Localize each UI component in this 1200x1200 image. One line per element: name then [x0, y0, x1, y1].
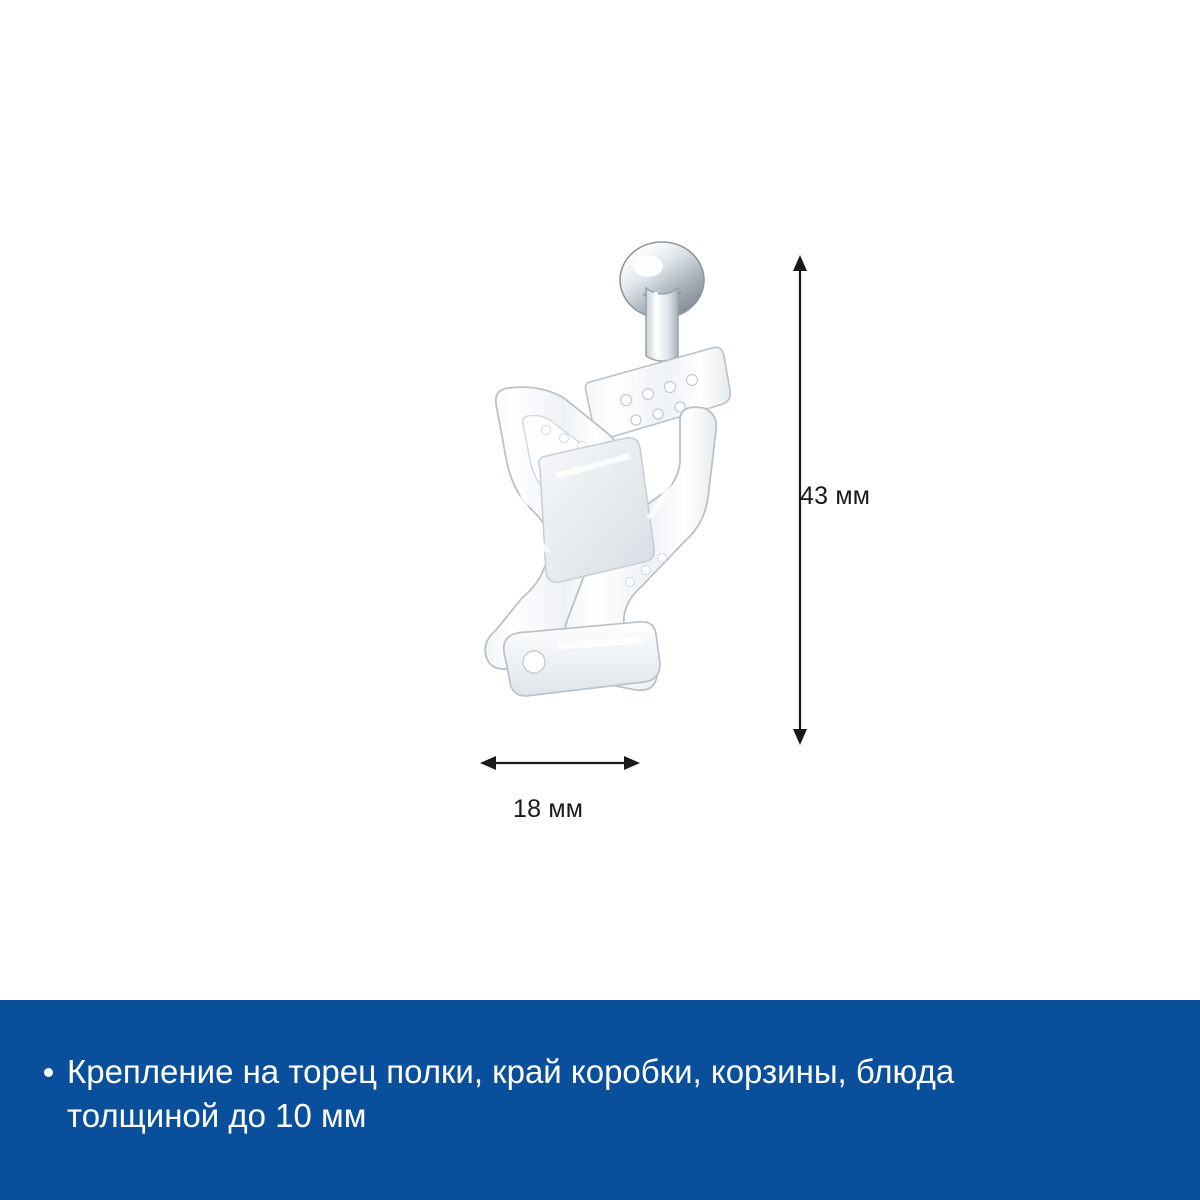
- height-dimension-label: 43 мм: [800, 482, 871, 510]
- caption-band: [0, 1000, 1200, 1200]
- clip-holder-illustration: [430, 230, 760, 750]
- product-illustration: [430, 230, 760, 750]
- double-arrow-horizontal-icon: [480, 750, 640, 776]
- bullet-icon: [44, 1068, 53, 1077]
- width-dimension-label: 18 мм: [513, 795, 584, 823]
- width-dimension-arrow: [480, 750, 640, 776]
- grip-pad: [539, 438, 654, 583]
- caption-text: Крепление на торец полки, край коробки, корзины, блюда толщиной до 10 мм: [67, 1053, 955, 1134]
- caption-row: [44, 1050, 1140, 1138]
- ball-stem: [646, 288, 678, 361]
